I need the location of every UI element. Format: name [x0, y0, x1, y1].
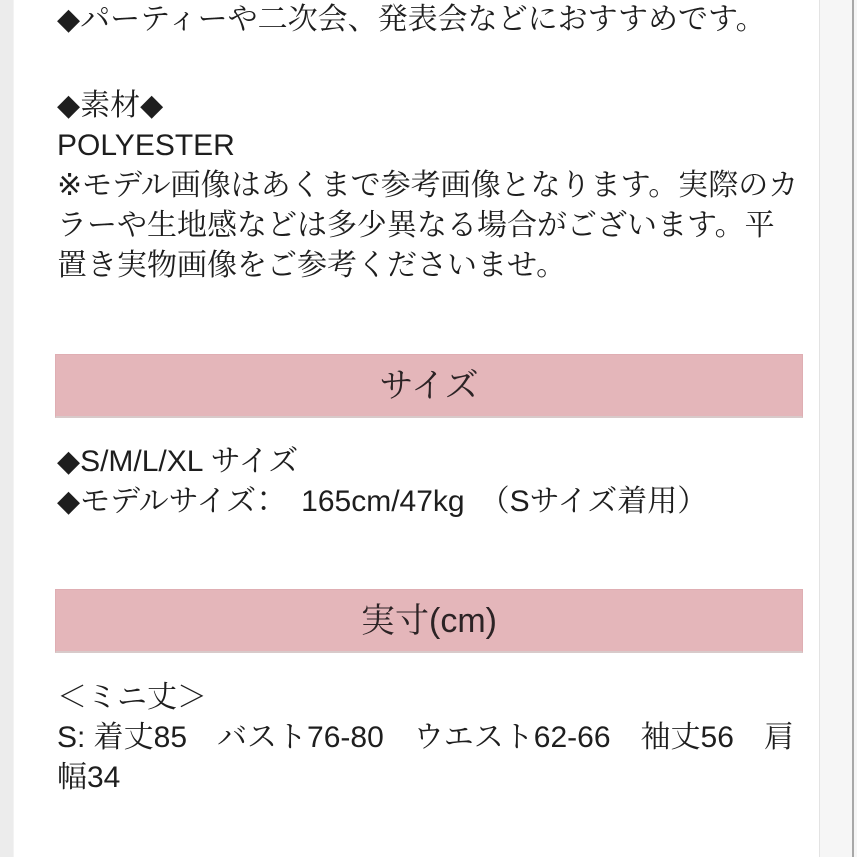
material-block [55, 86, 803, 166]
material-value: POLYESTER [57, 129, 235, 162]
measurements-section-title: 実寸(cm) [361, 601, 497, 640]
size-options-line: ◆S/M/L/XL サイズ [57, 445, 299, 478]
size-section-title: サイズ [379, 366, 479, 405]
intro-text: ◆パーティーや二次会、発表会などにおすすめです。 [57, 3, 766, 36]
page-left-gutter [0, 0, 14, 857]
measurements-section-header [55, 589, 803, 653]
model-size-line: ◆モデルサイズ： 165cm/47kg （Sサイズ着用） [57, 485, 708, 518]
disclaimer-text: ※モデル画像はあくまで参考画像となります。実際のカラーや生地感などは多少異なる場合がございます。平置き実物画像をご参考くださいませ。 [57, 169, 799, 282]
material-heading: ◆素材◆ [57, 89, 164, 122]
scrollbar-track-line [852, 0, 854, 857]
product-description-content [55, 0, 803, 798]
measurements-block [55, 678, 803, 798]
size-s-measurements-row: S: 着丈85 バスト76-80 ウエスト62-66 袖丈56 肩幅34 [57, 721, 794, 794]
size-section-header [55, 354, 803, 418]
length-type-label: ＜ミニ丈＞ [57, 681, 207, 714]
size-info-block [55, 442, 803, 522]
scrollbar-track[interactable] [819, 0, 857, 857]
